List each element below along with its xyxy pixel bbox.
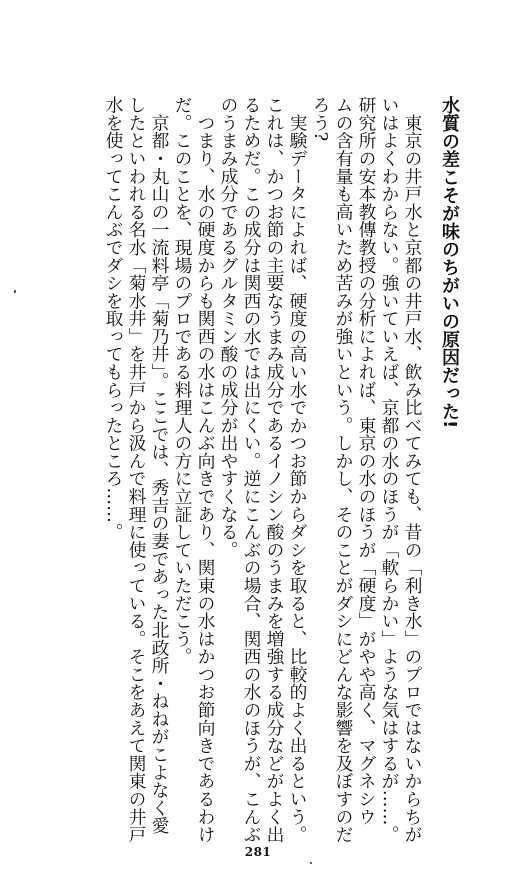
text-line: 東京の井戸水と京都の井戸水、飲み比べてみても、昔の「利き水」のプロではないからちが [402, 96, 423, 844]
scan-speck [14, 290, 16, 293]
section-heading: 水質の差こそが味のちがいの原因だった! [439, 96, 460, 429]
text-line: これは、かつお節の主要なうまみ成分であるイノシン酸のうまみを増強する成分などがよく出 [264, 96, 285, 844]
text-line: 水を使ってこんぶでダシを取ってもらったところ……。 [103, 96, 124, 541]
text-line: 京都・丸山の一流料亭「菊乃井」。ここでは、秀吉の妻であった北政所・ねねがこよなく愛 [149, 96, 170, 835]
text-line: つまり、水の硬度からも関西の水はこんぶ向きであり、関東の水はかつお節向きであるわけ [195, 96, 216, 844]
text-line: 実験データによれば、硬度の高い水でかつお節からダシを取ると、比較的よく出るという。 [287, 96, 308, 844]
text-line: だ。このことを、現場のプロである料理人の方に立証していただこう。 [172, 96, 193, 666]
text-line: ろう? [310, 96, 331, 142]
scan-speck [310, 862, 312, 864]
text-line: したといわれる名水「菊水井」を井戸から汲んで料理に使っている。そこをあえて関東の井戸 [126, 96, 147, 844]
page-number: 281 [244, 845, 272, 859]
text-line: いはよくわからない。強いていえば、京都の水のほうが「軟らかい」ような気はするが……。 [379, 96, 400, 844]
text-line: のうまみ成分であるグルタミン酸の成分が出やすくなる。 [218, 96, 239, 559]
text-line: ムの含有量も高いため苦みが強いという。しかし、そのことがダシにどんな影響を及ぼすのだ [333, 96, 354, 844]
text-line: るためだ。この成分は関西の水では出にくい。逆にこんぶの場合、関西の水のほうが、こんぶ [241, 96, 262, 844]
vertical-text-block [102, 96, 461, 844]
text-line: 研究所の安本教傳教授の分析によれば、東京の水のほうが「硬度」がやや高く、マグネシウ [356, 96, 377, 826]
